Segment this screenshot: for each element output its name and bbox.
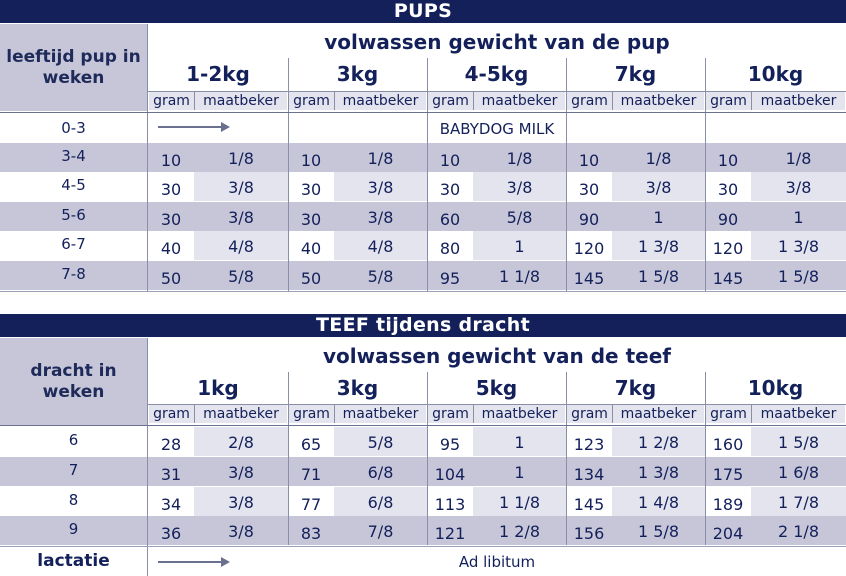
pups-gram-value: 10 <box>160 151 182 170</box>
grid-vline <box>751 405 752 423</box>
teef-sub-gram: gram <box>428 405 473 423</box>
teef-gram-value: 36 <box>160 524 182 543</box>
grid-vline <box>194 92 195 110</box>
teef-group-label: volwassen gewicht van de teef <box>323 344 671 368</box>
teef-gram-value: 121 <box>434 524 466 543</box>
teef-beker-value: 6/8 <box>367 493 394 512</box>
pups-beker-value: 1 <box>653 208 664 227</box>
pups-beker-value: 3/8 <box>367 208 394 227</box>
teef-beker-value: 1 5/8 <box>777 433 819 452</box>
pups-beker-value: 1/8 <box>506 149 533 168</box>
pups-weight-1: 3kg <box>336 62 379 86</box>
pups-title: PUPS <box>0 0 846 23</box>
teef-gram-value: 95 <box>439 435 461 454</box>
pups-gram-value: 120 <box>573 239 605 258</box>
teef-weight-3: 7kg <box>614 376 657 400</box>
pups-gram-value: 120 <box>712 239 744 258</box>
pups-table-row <box>0 172 846 201</box>
teef-beker-value: 1 3/8 <box>637 463 679 482</box>
grid-hline <box>0 425 846 426</box>
pups-row-label: 3-4 <box>61 147 86 165</box>
pups-beker-value: 1 1/8 <box>498 267 540 286</box>
teef-lactatie-text: Ad libitum <box>458 553 536 571</box>
pups-row-label: 6-7 <box>61 235 86 253</box>
grid-vline <box>612 92 613 110</box>
teef-beker-value: 3/8 <box>228 463 254 482</box>
teef-sub-gram: gram <box>149 405 194 423</box>
teef-lactatie-label: lactatie <box>37 551 110 571</box>
teef-weight-1: 3kg <box>336 376 379 400</box>
grid-vline <box>705 58 706 291</box>
teef-gram-value: 189 <box>712 495 744 514</box>
teef-beker-value: 1 1/8 <box>498 493 540 512</box>
teef-sub-maatbeker: maatbeker <box>752 405 845 423</box>
grid-hline <box>0 291 846 292</box>
pups-beker-value: 3/8 <box>228 178 254 197</box>
teef-beker-value: 2 1/8 <box>777 522 819 541</box>
teef-row-label: 8 <box>68 491 79 509</box>
teef-gram-value: 71 <box>300 465 322 484</box>
pups-beker-value: 1 3/8 <box>637 237 679 256</box>
grid-vline <box>427 372 428 545</box>
pups-beker-value: 1/8 <box>785 149 812 168</box>
pups-gram-value: 10 <box>439 151 461 170</box>
teef-sub-maatbeker: maatbeker <box>613 405 704 423</box>
teef-table-row <box>0 457 846 486</box>
teef-beker-value: 1 2/8 <box>637 433 679 452</box>
teef-gram-value: 113 <box>434 495 466 514</box>
pups-gram-value: 30 <box>439 180 461 199</box>
teef-gram-value: 28 <box>160 435 182 454</box>
teef-lactatie-row <box>0 546 846 576</box>
teef-gram-value: 31 <box>160 465 182 484</box>
grid-vline <box>566 58 567 291</box>
pups-sub-maatbeker: maatbeker <box>335 92 426 110</box>
pups-gram-value: 30 <box>578 180 600 199</box>
pups-table-row <box>0 202 846 231</box>
pups-beker-value: 1 3/8 <box>777 237 819 256</box>
pups-sub-gram: gram <box>289 92 334 110</box>
pups-sub-gram: gram <box>567 92 612 110</box>
teef-sub-maatbeker: maatbeker <box>195 405 287 423</box>
teef-beker-value: 1 5/8 <box>637 522 679 541</box>
pups-gram-value: 30 <box>717 180 739 199</box>
teef-stub-header <box>0 338 147 425</box>
teef-gram-value: 156 <box>573 524 605 543</box>
pups-sub-maatbeker: maatbeker <box>195 92 287 110</box>
pups-gram-value: 10 <box>717 151 739 170</box>
teef-gram-value: 160 <box>712 435 744 454</box>
teef-weight-4: 10kg <box>747 376 804 400</box>
teef-gram-value: 123 <box>573 435 605 454</box>
pups-stub-header <box>0 24 147 111</box>
pups-gram-value: 60 <box>439 210 461 229</box>
pups-gram-value: 95 <box>439 269 461 288</box>
pups-gram-value: 30 <box>300 180 322 199</box>
pups-weight-4: 10kg <box>747 62 804 86</box>
pups-gram-value: 145 <box>712 269 744 288</box>
pups-sub-gram: gram <box>428 92 473 110</box>
pups-gram-value: 80 <box>439 239 461 258</box>
teef-beker-value: 1 2/8 <box>498 522 540 541</box>
pups-row-label: 5-6 <box>61 206 86 224</box>
pups-sub-maatbeker: maatbeker <box>752 92 845 110</box>
grid-vline <box>566 372 567 545</box>
grid-vline <box>612 405 613 423</box>
teef-gram-value: 77 <box>300 495 322 514</box>
pups-beker-value: 1 5/8 <box>777 267 819 286</box>
pups-row-label: 4-5 <box>61 176 86 194</box>
grid-hline <box>148 91 846 92</box>
grid-vline <box>147 24 148 291</box>
grid-vline <box>288 58 289 291</box>
pups-table-row <box>0 231 846 260</box>
grid-hline <box>0 546 846 547</box>
teef-sub-maatbeker: maatbeker <box>335 405 426 423</box>
pups-sub-gram: gram <box>706 92 751 110</box>
teef-gram-value: 175 <box>712 465 744 484</box>
pups-gram-value: 90 <box>717 210 739 229</box>
teef-stub-label: dracht in weken <box>30 361 117 402</box>
pups-beker-value: 1/8 <box>367 149 394 168</box>
pups-beker-value: 5/8 <box>228 267 254 286</box>
pups-beker-value: 1 <box>514 237 525 256</box>
teef-sub-maatbeker: maatbeker <box>474 405 565 423</box>
pups-beker-value: 4/8 <box>367 237 394 256</box>
grid-hline <box>0 112 846 113</box>
pups-gram-value: 30 <box>300 210 322 229</box>
pups-gram-value: 10 <box>578 151 600 170</box>
grid-vline <box>288 372 289 545</box>
pups-milk-row <box>0 114 846 142</box>
pups-gram-value: 50 <box>160 269 182 288</box>
pups-sub-gram: gram <box>149 92 194 110</box>
teef-beker-value: 1 4/8 <box>637 493 679 512</box>
pups-milk-row-label: 0-3 <box>61 119 86 137</box>
teef-beker-value: 3/8 <box>228 493 254 512</box>
pups-gram-value: 145 <box>573 269 605 288</box>
pups-weight-0: 1-2kg <box>186 62 250 86</box>
pups-gram-value: 30 <box>160 210 182 229</box>
grid-vline <box>751 92 752 110</box>
teef-gram-value: 104 <box>434 465 466 484</box>
pups-milk-text: BABYDOG MILK <box>439 120 555 138</box>
pups-beker-value: 4/8 <box>228 237 254 256</box>
pups-beker-value: 1 <box>793 208 804 227</box>
teef-row-label: 6 <box>68 431 79 449</box>
pups-beker-value: 3/8 <box>645 178 672 197</box>
teef-weight-2: 5kg <box>475 376 518 400</box>
teef-sub-gram: gram <box>289 405 334 423</box>
pups-gram-value: 10 <box>300 151 322 170</box>
teef-table-row <box>0 516 846 545</box>
teef-weight-0: 1kg <box>197 376 239 400</box>
pups-beker-value: 1 5/8 <box>637 267 679 286</box>
teef-beker-value: 3/8 <box>228 522 254 541</box>
pups-beker-value: 3/8 <box>506 178 533 197</box>
grid-vline <box>194 405 195 423</box>
teef-beker-value: 1 7/8 <box>777 493 819 512</box>
pups-gram-value: 90 <box>578 210 600 229</box>
grid-vline <box>147 338 148 576</box>
grid-vline <box>473 92 474 110</box>
pups-gram-value: 50 <box>300 269 322 288</box>
teef-title: TEEF tijdens dracht <box>0 314 846 337</box>
teef-gram-value: 34 <box>160 495 182 514</box>
pups-gram-value: 40 <box>300 239 322 258</box>
grid-vline <box>334 92 335 110</box>
teef-beker-value: 7/8 <box>367 522 394 541</box>
pups-beker-value: 3/8 <box>228 208 254 227</box>
pups-sub-maatbeker: maatbeker <box>474 92 565 110</box>
teef-beker-value: 2/8 <box>228 433 254 452</box>
teef-row-label: 7 <box>68 461 79 479</box>
teef-beker-value: 5/8 <box>367 433 394 452</box>
pups-gram-value: 40 <box>160 239 182 258</box>
teef-beker-value: 1 6/8 <box>777 463 819 482</box>
pups-beker-value: 3/8 <box>367 178 394 197</box>
teef-beker-value: 6/8 <box>367 463 394 482</box>
pups-row-label: 7-8 <box>61 265 86 283</box>
pups-group-label: volwassen gewicht van de pup <box>324 30 670 54</box>
pups-beker-value: 3/8 <box>785 178 812 197</box>
teef-beker-value: 1 <box>514 433 525 452</box>
teef-sub-gram: gram <box>706 405 751 423</box>
pups-weight-2: 4-5kg <box>464 62 529 86</box>
pups-beker-value: 1/8 <box>645 149 672 168</box>
grid-hline <box>148 404 846 405</box>
teef-row-label: 9 <box>68 520 79 538</box>
grid-vline <box>427 58 428 291</box>
pups-beker-value: 1/8 <box>228 149 254 168</box>
teef-gram-value: 145 <box>573 495 605 514</box>
pups-table-row <box>0 261 846 290</box>
teef-gram-value: 65 <box>300 435 322 454</box>
grid-vline <box>705 372 706 545</box>
teef-sub-gram: gram <box>567 405 612 423</box>
pups-weight-3: 7kg <box>614 62 657 86</box>
grid-vline <box>473 405 474 423</box>
teef-beker-value: 1 <box>514 463 525 482</box>
teef-gram-value: 134 <box>573 465 605 484</box>
pups-beker-value: 5/8 <box>506 208 533 227</box>
pups-sub-maatbeker: maatbeker <box>613 92 704 110</box>
teef-table-row <box>0 487 846 516</box>
pups-table-row <box>0 143 846 172</box>
teef-gram-value: 83 <box>300 524 322 543</box>
teef-table-row <box>0 427 846 456</box>
grid-vline <box>334 405 335 423</box>
pups-stub-label: leeftijd pup in weken <box>6 47 141 88</box>
pups-gram-value: 30 <box>160 180 182 199</box>
pups-beker-value: 5/8 <box>367 267 394 286</box>
teef-gram-value: 204 <box>712 524 744 543</box>
